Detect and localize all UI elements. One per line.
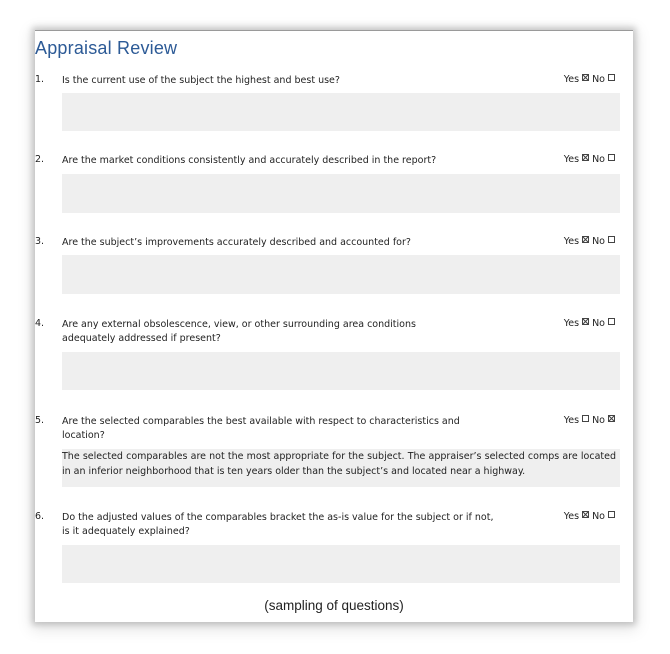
yes-checkbox[interactable] <box>582 318 589 325</box>
yes-no-choice <box>563 236 617 247</box>
yes-checkbox[interactable] <box>582 154 589 161</box>
yes-no-choice <box>563 154 617 165</box>
answer-field[interactable] <box>62 352 620 390</box>
top-rule <box>35 30 633 31</box>
answer-field[interactable] <box>62 93 620 131</box>
yes-no-choice <box>563 318 617 329</box>
no-label: No <box>592 154 605 165</box>
yes-checkbox[interactable] <box>582 74 589 81</box>
yes-label: Yes <box>563 415 580 426</box>
yes-no-choice <box>563 74 617 85</box>
yes-label: Yes <box>563 74 580 85</box>
question-number: 5. <box>35 415 45 426</box>
no-label: No <box>592 318 605 329</box>
no-checkbox[interactable] <box>608 154 615 161</box>
no-checkbox[interactable] <box>608 318 615 325</box>
answer-field[interactable]: The selected comparables are not the most appropriate for the subject. The appraiser’s selected comps are located in an inferior neighborhood that is ten years older than the subject’s and located near a highway. <box>62 449 620 487</box>
document-page <box>35 30 633 622</box>
yes-label: Yes <box>563 154 580 165</box>
no-checkbox[interactable] <box>608 415 615 422</box>
no-checkbox[interactable] <box>608 236 615 243</box>
no-label: No <box>592 74 605 85</box>
yes-checkbox[interactable] <box>582 236 589 243</box>
yes-no-choice <box>563 415 617 426</box>
yes-no-choice <box>563 511 617 522</box>
question-number: 6. <box>35 511 45 522</box>
page-title: Appraisal Review <box>35 38 178 58</box>
yes-checkbox[interactable] <box>582 415 589 422</box>
caption: (sampling of questions) <box>264 598 404 613</box>
no-checkbox[interactable] <box>608 511 615 518</box>
question-number: 2. <box>35 154 45 165</box>
question-text: Are any external obsolescence, view, or other surrounding area conditions adequately addressed if present? <box>62 319 416 344</box>
yes-label: Yes <box>563 318 580 329</box>
answer-field[interactable] <box>62 545 620 583</box>
answer-field[interactable] <box>62 255 620 294</box>
no-label: No <box>592 415 605 426</box>
yes-label: Yes <box>563 236 580 247</box>
yes-label: Yes <box>563 511 580 522</box>
question-text: Do the adjusted values of the comparables bracket the as-is value for the subject or if not, is it adequately explained? <box>62 512 494 537</box>
question-number: 1. <box>35 74 45 85</box>
question-text: Are the subject’s improvements accurately described and accounted for? <box>62 237 411 248</box>
question-number: 3. <box>35 236 45 247</box>
question-text: Is the current use of the subject the highest and best use? <box>62 75 340 86</box>
question-number: 4. <box>35 318 45 329</box>
no-label: No <box>592 236 605 247</box>
question-text: Are the selected comparables the best available with respect to characteristics and location? <box>62 416 460 441</box>
yes-checkbox[interactable] <box>582 511 589 518</box>
answer-field[interactable] <box>62 174 620 213</box>
question-text: Are the market conditions consistently and accurately described in the report? <box>62 155 437 166</box>
no-label: No <box>592 511 605 522</box>
no-checkbox[interactable] <box>608 74 615 81</box>
